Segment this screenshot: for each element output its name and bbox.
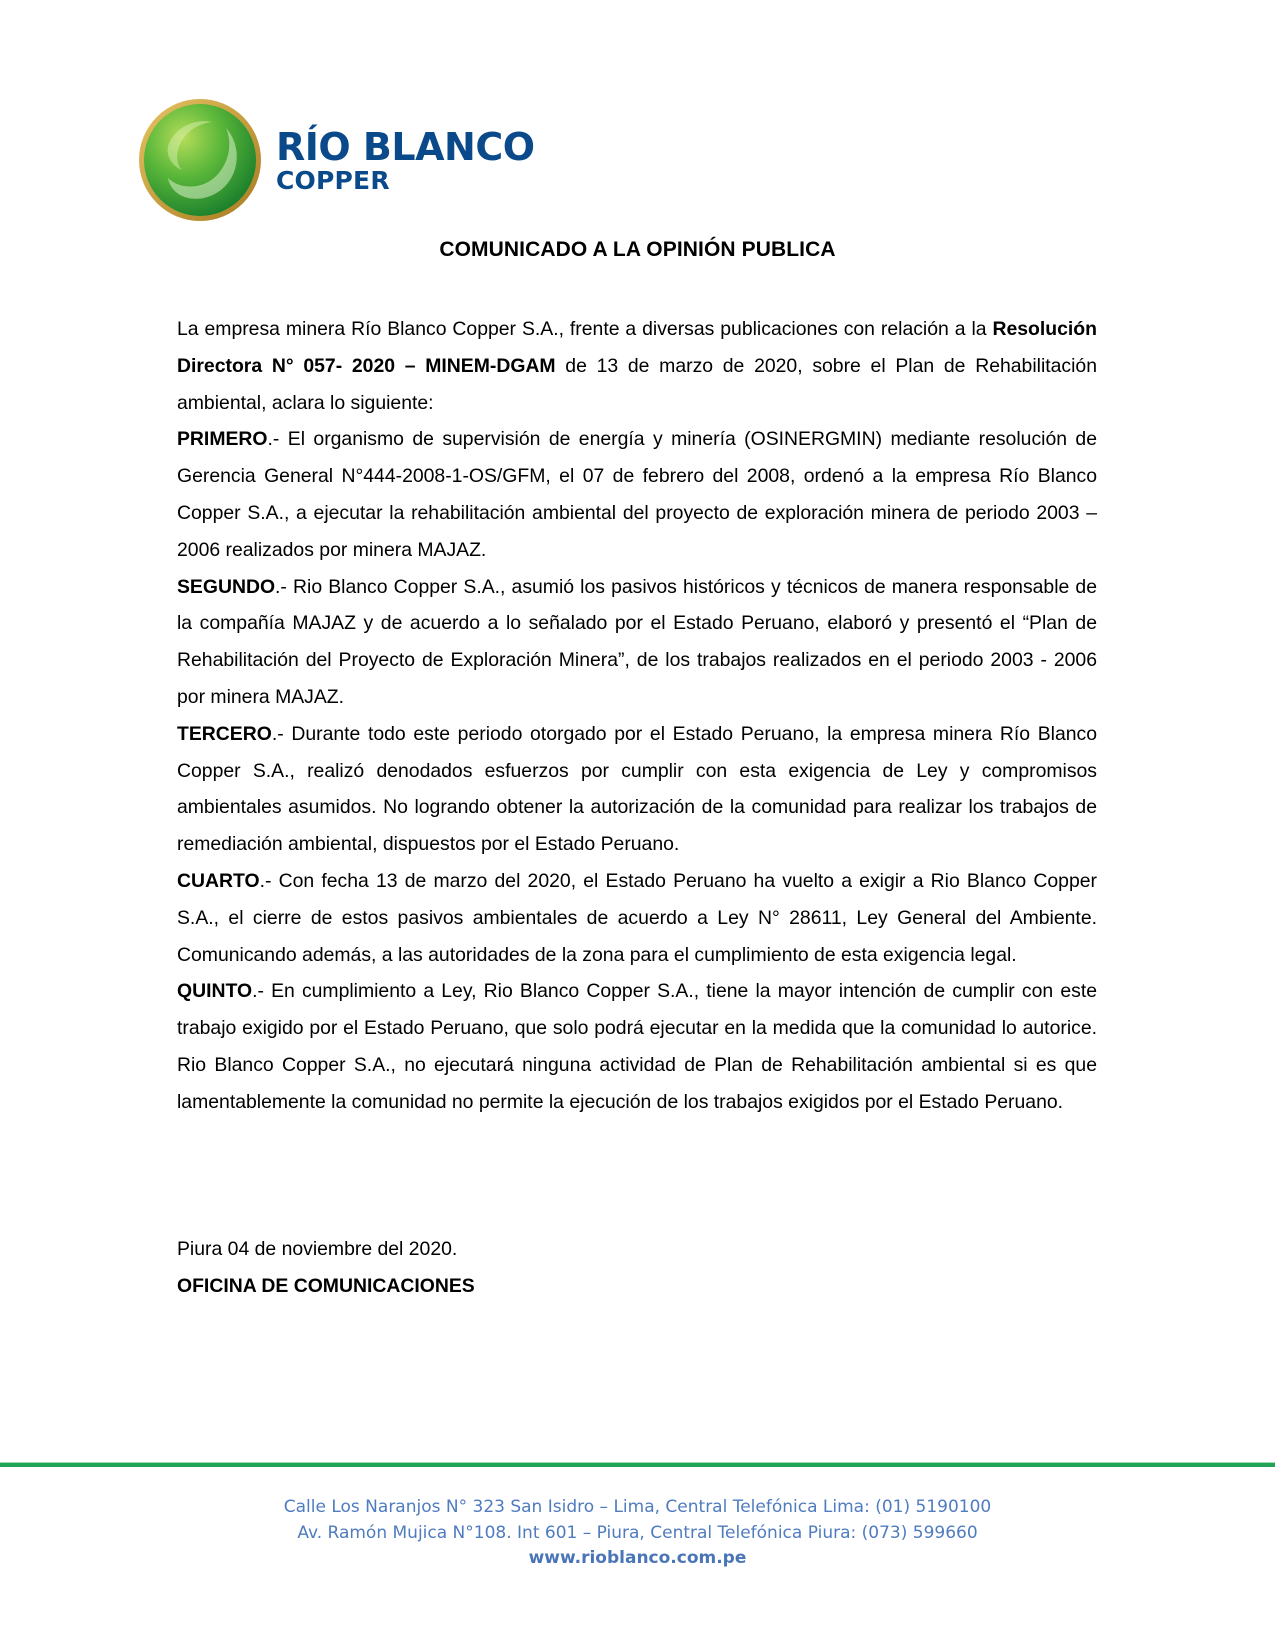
- section-primero: [177, 421, 1097, 568]
- section-segundo: [177, 569, 1097, 716]
- intro-text-1: La empresa minera Río Blanco Copper S.A., frente a diversas publicaciones con relación a la: [177, 318, 993, 340]
- logo-line-1: RÍO BLANCO: [276, 125, 535, 169]
- section-text: .- Rio Blanco Copper S.A., asumió los pasivos históricos y técnicos de manera responsable de la compañía MAJAZ y de acuerdo a lo señalado por el Estado Peruano, elaboró y presentó el “Plan de Rehabilitación del Proyecto de Exploración Minera”, de los trabajos realizados en el periodo 2003 - 2006 por minera MAJAZ.: [177, 575, 1097, 708]
- logo-wordmark: [276, 125, 535, 195]
- logo-swirl-icon: [138, 98, 262, 222]
- footer-address-lima: Calle Los Naranjos N° 323 San Isidro – Lima, Central Telefónica Lima: (01) 5190100: [283, 1497, 992, 1517]
- section-text: .- El organismo de supervisión de energía y minería (OSINERGMIN) mediante resolución de Gerencia General N°444-2008-1-OS/GFM, el 07 de febrero del 2008, ordenó a la empresa Río Blanco Copper S.A., a ejecutar la rehabilitación ambiental del proyecto de exploración minera de periodo 2003 – 2006 realizados por minera MAJAZ.: [177, 428, 1097, 561]
- company-logo: [138, 98, 568, 224]
- footer: [0, 1495, 1275, 1572]
- section-tercero: [177, 716, 1097, 863]
- footer-divider: [0, 1462, 1275, 1467]
- section-label: SEGUNDO: [177, 575, 276, 598]
- section-quinto: [177, 973, 1097, 1120]
- intro-paragraph: [177, 311, 1097, 421]
- section-label: CUARTO: [177, 869, 260, 892]
- closing-block: [177, 1231, 475, 1305]
- document-title: COMUNICADO A LA OPINIÓN PUBLICA: [439, 238, 836, 261]
- footer-website-link[interactable]: www.rioblanco.com.pe: [528, 1548, 747, 1568]
- footer-address-piura: Av. Ramón Mujica N°108. Int 601 – Piura, Central Telefónica Piura: (073) 599660: [297, 1522, 978, 1543]
- logo-line-2: COPPER: [276, 166, 390, 195]
- section-text: .- En cumplimiento a Ley, Rio Blanco Copper S.A., tiene la mayor intención de cumplir con este trabajo exigido por el Estado Peruano, que solo podrá ejecutar en la medida que la comunidad lo autorice. Rio Blanco Copper S.A., no ejecutará ninguna actividad de Plan de Rehabilitación ambiental si es que lamentablemente la comunidad no permite la ejecución de los trabajos exigidos por el Estado Peruano.: [177, 980, 1097, 1113]
- date-line: Piura 04 de noviembre del 2020.: [177, 1238, 458, 1260]
- signature-office: OFICINA DE COMUNICACIONES: [177, 1274, 475, 1297]
- section-label: TERCERO: [177, 722, 272, 745]
- document-body: [177, 311, 1097, 1121]
- signature: [177, 1268, 475, 1305]
- intro-text-2: de 13 de marzo de 2020, sobre el Plan de Rehabilitación ambiental, aclara lo siguiente:: [177, 354, 1097, 414]
- section-label: QUINTO: [177, 980, 253, 1003]
- section-label: PRIMERO: [177, 428, 268, 451]
- section-text: .- Con fecha 13 de marzo del 2020, el Estado Peruano ha vuelto a exigir a Rio Blanco Copper S.A., el cierre de estos pasivos ambientales de acuerdo a Ley N° 28611, Ley General del Ambiente. Comunicando además, a las autoridades de la zona para el cumplimiento de esta exigencia legal.: [177, 869, 1097, 966]
- intro-resolution-reference: Resolución Directora N° 057- 2020 – MINEM-DGAM: [177, 318, 1097, 377]
- section-cuarto: [177, 863, 1097, 973]
- section-text: .- Durante todo este periodo otorgado por el Estado Peruano, la empresa minera Río Blanco Copper S.A., realizó denodados esfuerzos por cumplir con esta exigencia de Ley y compromisos ambientales asumidos. No logrando obtener la autorización de la comunidad para realizar los trabajos de remediación ambiental, dispuestos por el Estado Peruano.: [177, 722, 1097, 856]
